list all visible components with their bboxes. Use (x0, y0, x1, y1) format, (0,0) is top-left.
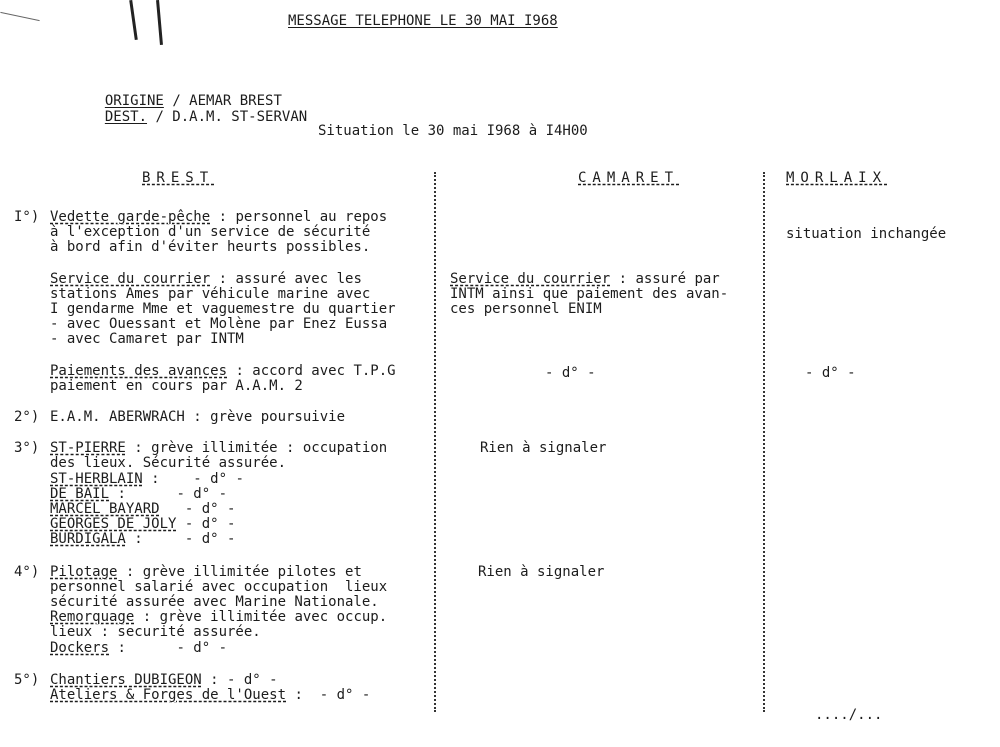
origine-label: ORIGINE (104, 93, 164, 109)
courrier-line-2: stations Ames par véhicule marine avec (50, 286, 371, 302)
vedette-label: Vedette garde-pêche (50, 209, 211, 225)
camaret-courrier-line-1 (450, 272, 720, 287)
origine-value: / AEMAR BREST (172, 93, 282, 109)
column-header-camaret: CAMARET (578, 170, 680, 186)
section-number: 4°) (14, 564, 40, 580)
remorquage-line-2: lieux : securité assurée. (50, 624, 261, 640)
ship-row (50, 502, 235, 517)
courrier-line-1 (50, 272, 362, 287)
ship-row (50, 487, 227, 502)
column-header-morlaix: MORLAIX (786, 170, 888, 186)
camaret-courrier-line-3: ces personnel ENIM (450, 301, 602, 317)
ateliers-label: Ateliers & Forges de l'Ouest (50, 687, 287, 703)
ship-name: MARCEL BAYARD (50, 501, 160, 517)
dubigeon-label: Chantiers DUBIGEON (50, 672, 202, 688)
camaret-avances: - d° - (545, 365, 596, 381)
pilotage-text: : grève illimitée pilotes et (117, 564, 362, 580)
dubigeon-value: : - d° - (201, 672, 278, 688)
section-number: 2°) (14, 409, 40, 425)
camaret-courrier-line-2: INTM ainsi que paiement des avan- (450, 286, 729, 302)
courrier-line-4: - avec Ouessant et Molène par Enez Eussa (50, 316, 388, 332)
pilotage-line-3: sécurité assurée avec Marine Nationale. (50, 594, 379, 610)
ship-value: : - d° - (134, 531, 236, 547)
section-number: 3°) (14, 440, 40, 456)
ship-row (50, 532, 235, 547)
ship-value: : - d° - (151, 471, 244, 487)
dest-label: DEST. (104, 109, 148, 125)
ship-value: : - d° - (117, 486, 228, 502)
courrier-text: : assuré avec les (210, 271, 362, 287)
dest-value: / D.A.M. ST-SERVAN (155, 109, 308, 125)
ateliers-line (50, 688, 370, 703)
avances-label: Paiements des avances (50, 363, 228, 379)
ship-name: GEORGES DE JOLY (50, 516, 177, 532)
page-title: MESSAGE TELEPHONE LE 30 MAI I968 (288, 13, 558, 29)
vedette-text: : personnel au repos (210, 209, 388, 225)
ship-name: DE BAIL (50, 486, 110, 502)
camaret-s3: Rien à signaler (480, 440, 607, 456)
scan-mark (0, 12, 39, 21)
ship-row (50, 517, 235, 532)
courrier-line-3: I gendarme Mme et vaguemestre du quartier (50, 301, 396, 317)
scan-mark (156, 0, 163, 45)
ship-name: ST-HERBLAIN (50, 471, 143, 487)
ship-name: BURDIGALA (50, 531, 126, 547)
remorquage-line-1 (50, 610, 387, 625)
column-separator (434, 172, 436, 712)
ateliers-value: : - d° - (286, 687, 371, 703)
column-separator (763, 172, 765, 712)
stpierre-line-1 (50, 441, 387, 456)
camaret-s4: Rien à signaler (478, 564, 605, 580)
courrier-line-5: - avec Camaret par INTM (50, 331, 244, 347)
stpierre-line-2: des lieux. Sécurité assurée. (50, 455, 287, 471)
section-number: 5°) (14, 672, 40, 688)
courrier-label: Service du courrier (50, 271, 211, 287)
remorquage-label: Remorquage (50, 609, 135, 625)
scan-mark (129, 0, 138, 40)
dockers-value: : - d° - (109, 640, 228, 656)
pilotage-label: Pilotage (50, 564, 118, 580)
stpierre-text: : grève illimitée : occupation (125, 440, 388, 456)
ship-value: - d° - (184, 516, 236, 532)
continued-marker: ..../... (815, 707, 883, 723)
aberwrach-line: E.A.M. ABERWRACH : grève poursuivie (50, 409, 346, 425)
dockers-line (50, 641, 227, 656)
ship-value: - d° - (168, 501, 236, 517)
vedette-line-3: à bord afin d'éviter heurts possibles. (50, 239, 371, 255)
vedette-line-1 (50, 210, 387, 225)
avances-text: : accord avec T.P.G (227, 363, 396, 379)
dest-line (88, 95, 307, 125)
ship-row (50, 472, 244, 487)
morlaix-avances: - d° - (805, 365, 856, 381)
section-number: I°) (14, 209, 40, 225)
avances-line-2: paiement en cours par A.A.M. 2 (50, 378, 303, 394)
pilotage-line-1 (50, 565, 362, 580)
remorquage-text: : grève illimitée avec occup. (134, 609, 388, 625)
vedette-line-2: à l'exception d'un service de sécurité (50, 224, 371, 240)
dockers-label: Dockers (50, 640, 110, 656)
camaret-courrier-text: : assuré par (610, 271, 720, 287)
pilotage-line-2: personnel salarié avec occupation lieux (50, 579, 388, 595)
situation-line: Situation le 30 mai I968 à I4H00 (318, 123, 588, 139)
stpierre-label: ST-PIERRE (50, 440, 126, 456)
dubigeon-line (50, 673, 278, 688)
column-header-brest: BREST (142, 170, 215, 186)
avances-line-1 (50, 364, 396, 379)
morlaix-vedette: situation inchangée (786, 226, 947, 242)
camaret-courrier-label: Service du courrier (450, 271, 611, 287)
